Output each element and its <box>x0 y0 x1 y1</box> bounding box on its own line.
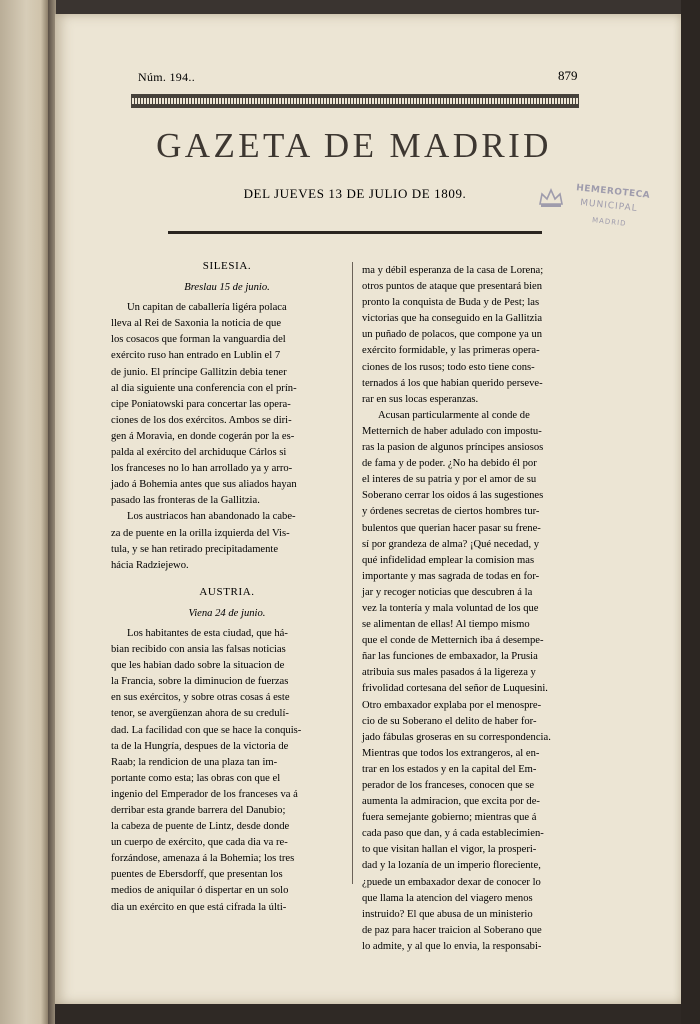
text-line: cipe Poniatowski para concertar las opera- <box>111 398 291 410</box>
stamp-line-3: MADRID <box>591 216 627 228</box>
dateline-breslau: Breslau 15 de junio. <box>184 282 270 294</box>
text-line: Otro embaxador explaba por el menospre- <box>362 699 542 711</box>
column-divider <box>352 262 353 884</box>
text-line: Soberano cerrar los oidos á las sugestiones <box>362 490 544 502</box>
text-line: de fama y de poder. ¿No ha debido él por <box>362 458 537 470</box>
text-line: cada paso que dan, y á cada establecimien- <box>362 828 544 840</box>
text-line: Los habitantes de esta ciudad, que há- <box>127 627 288 639</box>
text-line: puentes de Ebersdorff, que presentan los <box>111 869 283 881</box>
article-austria-continued <box>362 263 577 955</box>
issue-number: Núm. 194.. <box>138 70 195 84</box>
text-line: Un capitan de caballería ligéra polaca <box>127 302 287 314</box>
text-line: un cuerpo de exército, que cada dia va re- <box>111 837 288 849</box>
text-line: instruido? El que abusa de un ministerio <box>362 908 533 920</box>
text-line: palda al exército del archiduque Cárlos si <box>111 447 287 459</box>
text-line: ternados á los que habian querido perseve- <box>362 377 543 389</box>
text-line: trar en los estados y en la capital del Em- <box>362 763 537 775</box>
text-line: bulentos que querian hacer pasar su frene- <box>362 522 541 534</box>
text-line: sí por grandeza de alma? ¡Qué necedad, y <box>362 538 540 550</box>
text-line: dad y la lozanía de un imperio floreciente, <box>362 860 541 872</box>
text-line: tenor, se avergüenzan ahora de su credulí- <box>111 708 289 720</box>
text-line: se alimentan de ellas! Al tiempo mismo <box>362 619 530 631</box>
text-line: ¿puede un embaxador dexar de conocer lo <box>362 876 541 888</box>
text-line: vez la tontería y mala voluntad de los que <box>362 602 539 614</box>
text-line: ñar las funciones de embaxador, la Prusia <box>362 651 538 663</box>
text-line: victorias que ha conseguido en la Gallitzia <box>362 313 543 325</box>
text-line: frivolidad cortesana del señor de Luquesini. <box>362 683 548 695</box>
crown-icon <box>538 186 564 208</box>
text-line: za de puente en la orilla izquierda del Vis- <box>111 527 290 539</box>
text-line: al dia siguiente una conferencia con el prín- <box>111 382 297 394</box>
text-line: que les habian dado sobre la situacion de <box>111 660 285 672</box>
text-line: exército ruso han entrado en Lublin el 7 <box>111 350 281 362</box>
text-line: medios de aniquilar ó dispertar en un solo <box>111 885 289 897</box>
facing-page-edge <box>0 0 48 1024</box>
text-line: ras la pasion de algunos príncipes ansiosos <box>362 442 544 454</box>
text-line: de paz para hacer traicion al Soberano que <box>362 924 542 936</box>
section-heading-austria: AUSTRIA. <box>199 585 255 598</box>
text-line: el interes de su patria y por el amor de su <box>362 474 537 486</box>
library-stamp <box>534 180 674 250</box>
header-double-rule <box>131 94 579 108</box>
page-number: 879 <box>558 68 578 83</box>
text-line: importante y mas sagrada de todas en for- <box>362 570 540 582</box>
text-line: jar y recoger noticias que descubren á la <box>362 586 533 598</box>
text-line: que el conde de Metternich iba á desempe- <box>362 635 544 647</box>
text-line: Acusan particularmente al conde de <box>378 409 530 421</box>
text-line: qué infidelidad emplear la comision mas <box>362 554 535 566</box>
text-line: ciones de los dos exércitos. Ambos se diri- <box>111 414 292 426</box>
article-austria <box>111 626 343 916</box>
text-line: ingenio del Emperador de los franceses va á <box>111 788 298 800</box>
text-line: atribuia sus males pasados á la ligereza y <box>362 667 536 679</box>
text-line: ma y débil esperanza de la casa de Lorena; <box>362 265 544 276</box>
text-line: portante como esta; las obras con que el <box>111 772 281 784</box>
text-line: bian recibido con ansia las falsas noticias <box>111 644 286 656</box>
section-heading-silesia: SILESIA. <box>202 260 252 272</box>
issue-date: DEL JUEVES 13 DE JULIO DE 1809. <box>243 186 467 201</box>
text-line: rar en sus locas esperanzas. <box>362 393 479 405</box>
text-line: exército formidable, y las primeras opera- <box>362 345 540 357</box>
dateline-viena: Viena 24 de junio. <box>188 607 266 619</box>
text-line: los cosacos que forman la vanguardia del <box>111 334 286 346</box>
text-line: un puñado de polacos, que compone ya un <box>362 329 543 341</box>
text-line: to que visitan hallan el vigor, la prosperi- <box>362 844 537 856</box>
text-line: Mientras que todos los extrangeros, al en- <box>362 747 540 759</box>
page-bottom-shadow <box>55 1004 681 1024</box>
stamp-line-2: MUNICIPAL <box>579 198 639 214</box>
text-line: ciones de los rusos; todo esto tiene cons- <box>362 361 535 373</box>
text-line: hácia Radziejewo. <box>111 559 189 571</box>
text-line: dia un exército en que está cifrada la últi- <box>111 901 287 913</box>
text-line: lo admite, y al que lo envia, la responsabi- <box>362 940 542 952</box>
text-line: de junio. El príncipe Gallitzin debia tener <box>111 366 287 378</box>
text-line: dad. La facilidad con que se hace la conquis- <box>111 724 302 736</box>
text-line: y órdenes secretas de ciertos hombres tur- <box>362 506 540 518</box>
article-silesia <box>111 300 343 574</box>
text-line: jado á Bohemia antes que sus aliados hayan <box>111 479 297 491</box>
stamp-line-1: HEMEROTECA <box>575 183 651 201</box>
text-line: Raab; la rendicion de una plaza tan im- <box>111 756 278 768</box>
text-line: ta de la Hungría, despues de la victoria de <box>111 740 289 752</box>
text-line: lleva al Rei de Saxonia la noticia de que <box>111 318 282 330</box>
text-line: fuera semejante gobierno; mientras que á <box>362 812 537 824</box>
text-line: en sus exércitos, y sobre otras cosas á este <box>111 692 290 704</box>
text-line: otros puntos de ataque que presentará bien <box>362 281 543 293</box>
text-line: los franceses no lo han arrollado ya y arro- <box>111 463 293 475</box>
text-line: la Francia, sobre la diminucion de fuerzas <box>111 676 289 688</box>
text-line: forzándose, amenaza á la Bohemia; los tres <box>111 853 295 865</box>
right-column <box>362 263 577 955</box>
text-line: derribar esta grande barrera del Danubio; <box>111 805 286 816</box>
text-line: perador de los franceses, conocen que se <box>362 780 535 791</box>
text-line: que llama la atencion del viagero menos <box>362 892 533 904</box>
text-line: Metternich de haber adulado con impostu- <box>362 425 542 437</box>
background-strip <box>681 0 700 1024</box>
text-line: la cabeza de puente de Lintz, desde donde <box>111 821 290 833</box>
text-line: gen á Moravia, en donde cogerán por la es- <box>111 430 295 442</box>
text-line: pasado las fronteras de la Gallitzia. <box>111 495 260 507</box>
text-line: Los austriacos han abandonado la cabe- <box>127 511 296 523</box>
masthead-title: GAZETA DE MADRID <box>156 126 552 165</box>
text-line: jado fábulas groseras en su correspondencia. <box>362 731 551 743</box>
text-line: aumenta la admiracion, que excita por de- <box>362 796 540 808</box>
left-column <box>111 258 343 916</box>
text-line: cio de su Soberano el delito de haber for- <box>362 715 537 727</box>
text-line: tula, y se han retirado precipitadamente <box>111 543 279 555</box>
text-line: pronto la conquista de Buda y de Pest; las <box>362 297 540 309</box>
title-rule <box>168 231 542 234</box>
